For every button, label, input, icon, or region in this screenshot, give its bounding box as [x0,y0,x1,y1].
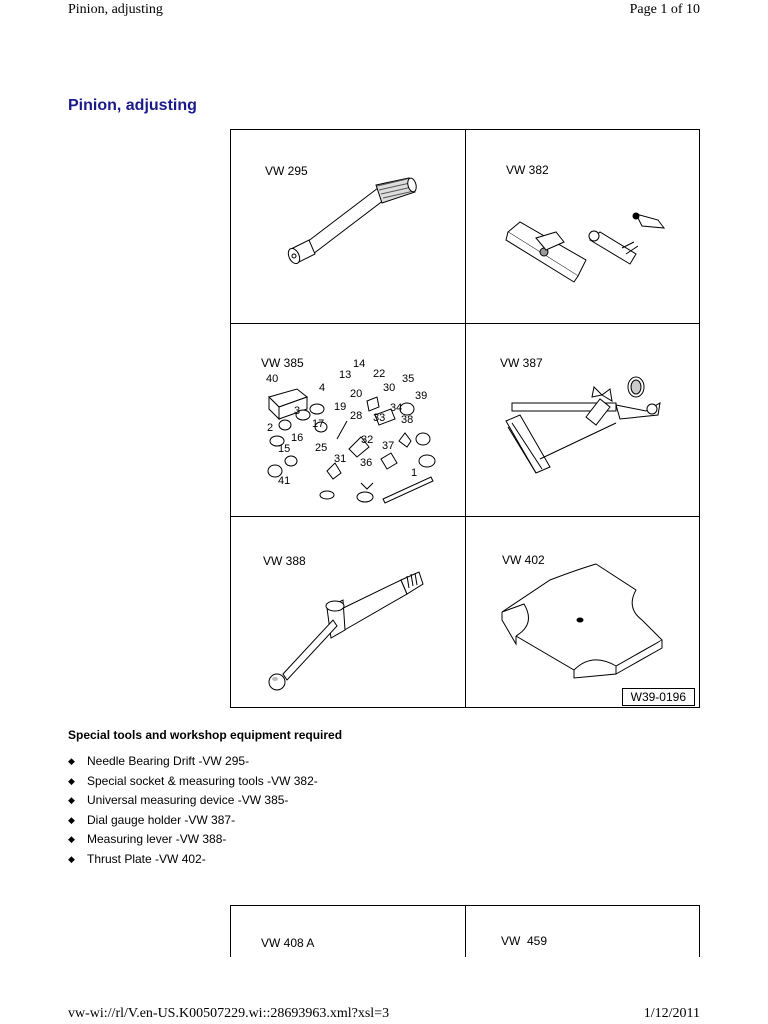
diamond-bullet-icon: ◆ [68,795,75,805]
part-number-label: 13 [339,369,352,381]
part-number-label: 20 [350,388,363,400]
tool-cell-vw382 [466,130,701,323]
list-item: ◆ Thrust Plate -VW 402- [68,850,318,870]
part-number-label: 38 [401,414,414,426]
part-number-label: 30 [383,382,396,394]
diamond-bullet-icon: ◆ [68,834,75,844]
part-number-label: 31 [334,453,347,465]
tool-label: VW 387 [500,356,543,370]
section-title: Special tools and workshop equipment required [68,728,343,742]
part-number-label: 39 [415,390,428,402]
tool-label: VW 459 [501,934,548,948]
part-number-label: 40 [266,373,279,385]
list-item: ◆ Measuring lever -VW 388- [68,830,318,850]
diamond-bullet-icon: ◆ [68,814,75,825]
tool-label: VW 388 [263,554,306,568]
header-page-number: Page 1 of 10 [629,2,700,17]
thrust-plate-drawing [466,516,701,709]
diamond-bullet-icon: ◆ [68,775,75,786]
tool-cell-vw388 [231,516,466,709]
tools-figure [230,129,700,708]
list-item: ◆ Dial gauge holder -VW 387- [68,811,318,831]
part-number-label: 4 [319,382,326,394]
tool-label: VW 385 [261,356,304,370]
measuring-lever-drawing [231,516,466,709]
footer-url: vw-wi://rl/V.en-US.K00507229.wi::28693963.xml?xsl=3 [68,1006,390,1021]
tool-label: VW 408 A [261,936,315,950]
tools-list [68,752,318,869]
part-number-label: 15 [278,443,291,455]
tools-figure-2 [230,905,700,957]
list-item: ◆ Universal measuring device -VW 385- [68,791,318,811]
part-number-label: 33 [373,412,386,424]
dial-gauge-holder-drawing [466,323,701,516]
part-number-label: 1 [411,467,418,479]
part-number-label: 37 [382,440,395,452]
page-title: Pinion, adjusting [68,97,197,114]
tool-label: VW 402 [502,553,545,567]
diamond-bullet-icon: ◆ [68,756,75,766]
figure-reference: W39-0196 [622,688,695,706]
tool-cell-vw387 [466,323,701,516]
tool-cell-vw295 [231,130,466,323]
grid-divider-vertical [465,906,466,957]
tool-cell-vw385 [231,323,466,516]
part-number-label: 36 [360,457,373,469]
part-number-label: 19 [334,401,347,413]
part-number-label: 2 [267,422,274,434]
drift-drawing [231,130,466,323]
part-number-label: 41 [278,475,291,487]
part-number-label: 34 [390,402,403,414]
socket-tools-drawing [466,130,701,323]
footer-date: 1/12/2011 [643,1006,700,1021]
tool-cell-vw402 [466,516,701,709]
part-number-label: 3 [294,405,301,417]
part-number-label: 17 [312,418,325,430]
part-number-label: 22 [373,368,386,380]
part-number-label: 28 [350,410,363,422]
tool-label: VW 295 [265,164,308,178]
measuring-device-parts-drawing [231,323,466,516]
part-number-label: 32 [361,434,374,446]
tool-label: VW 382 [506,163,549,177]
header-title: Pinion, adjusting [68,2,163,17]
diamond-bullet-icon: ◆ [68,853,75,864]
part-number-label: 25 [315,442,328,454]
list-item: ◆ Needle Bearing Drift -VW 295- [68,752,318,772]
part-number-label: 14 [353,358,366,370]
part-number-label: 35 [402,373,415,385]
part-number-label: 16 [291,432,304,444]
list-item: ◆ Special socket & measuring tools -VW 382- [68,772,318,792]
